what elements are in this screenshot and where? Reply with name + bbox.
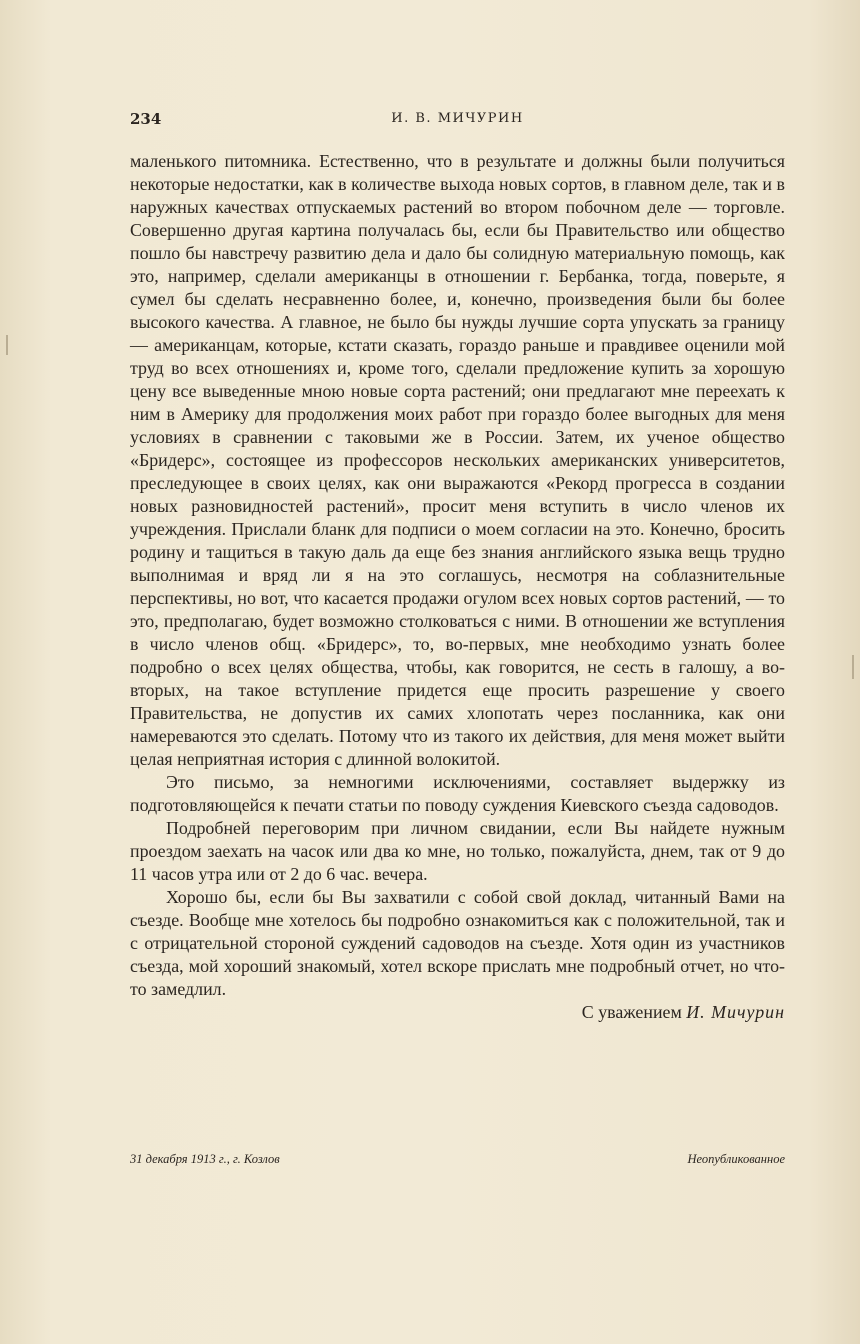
- publication-note: Неопубликованное: [687, 1152, 785, 1166]
- letter-body: [130, 150, 785, 1024]
- page-header: [130, 110, 785, 132]
- signature-name: И. Мичурин: [686, 1002, 785, 1022]
- paragraph-continuation: маленького питомника. Естественно, что в результате и должны были получиться некоторые недостатки, как в количестве выхода новых сортов, в главном деле, так и в наружных качествах отпускаемых растений во втором побочном деле — торговле. Совершенно другая картина получалась бы, если бы Правительство или общество пошло бы навстречу развитию дела и дало бы солидную материальную помощь, как это, например, сделали американцы в отношении г. Бербанка, тогда, поверьте, я сумел бы сделать несравненно более, и, конечно, произведения были бы более высокого качества. А главное, не было бы нужды лучшие сорта упускать за границу — американцам, которые, кстати сказать, гораздо раньше и правдивее оценили мой труд во всех отношениях и, кроме того, сделали предложение купить за хорошую цену все выведенные мною новые сорта растений; они предлагают мне переехать к ним в Америку для продолжения моих работ при гораздо более выгодных для меня условиях в сравнении с таковыми же в России. Затем, их ученое общество «Бридерс», состоящее из профессоров нескольких американских университетов, преследующее в своих целях, как они выражаются «Рекорд прогресса в создании новых разновидностей растений», просит меня вступить в число членов их учреждения. Прислали бланк для подписи о моем согласии на это. Конечно, бросить родину и тащиться в такую даль да еще без знания английского языка вещь трудно выполнимая и вряд ли я на это соглашусь, несмотря на соблазнительные перспективы, но вот, что касается продажи огулом всех новых сортов растений, — то это, предполагаю, будет возможно столковаться с ними. В отношении же вступления в число членов общ. «Бридерс», то, во-первых, мне необходимо узнать более подробно о всех целях общества, чтобы, как говорится, не сесть в галошу, а во-вторых, на такое вступление придется еще просить разрешение у своего Правительства, не допустив их самих хлопотать через посланника, как они намереваются это сделать. Потому что из такого их действия, для меня может выйти целая неприятная история с длинной волокитой.: [130, 151, 785, 769]
- date-place: 31 декабря 1913 г., г. Козлов: [130, 1152, 280, 1166]
- paragraph-meeting: Подробней переговорим при личном свидании, если Вы найдете нужным проездом заехать на часок или два ко мне, но только, пожалуйста, днем, так от 9 до 11 часов утра или от 2 до 6 час. вечера.: [130, 818, 785, 884]
- paragraph-excerpt-note: Это письмо, за немногими исключениями, составляет выдержку из подготовляющейся к печати статьи по поводу суждения Киевского съезда садоводов.: [130, 772, 785, 815]
- margin-mark: [6, 335, 8, 355]
- signature-closing: С уважением: [581, 1002, 682, 1022]
- signature-line: [130, 1001, 785, 1024]
- paragraph-report-request: Хорошо бы, если бы Вы захватили с собой свой доклад, читанный Вами на съезде. Вообще мне хотелось бы подробно ознакомиться как с положительной, так и с отрицательной стороной суждений садоводов на съезде. Хотя один из участников съезда, мой хороший знакомый, хотел вскоре прислать мне подробный отчет, но что-то замедлил.: [130, 887, 785, 999]
- page-footer: [130, 1152, 785, 1172]
- page-number: 234: [130, 110, 162, 128]
- margin-mark: [852, 655, 854, 679]
- running-head: И. В. МИЧУРИН: [391, 111, 524, 126]
